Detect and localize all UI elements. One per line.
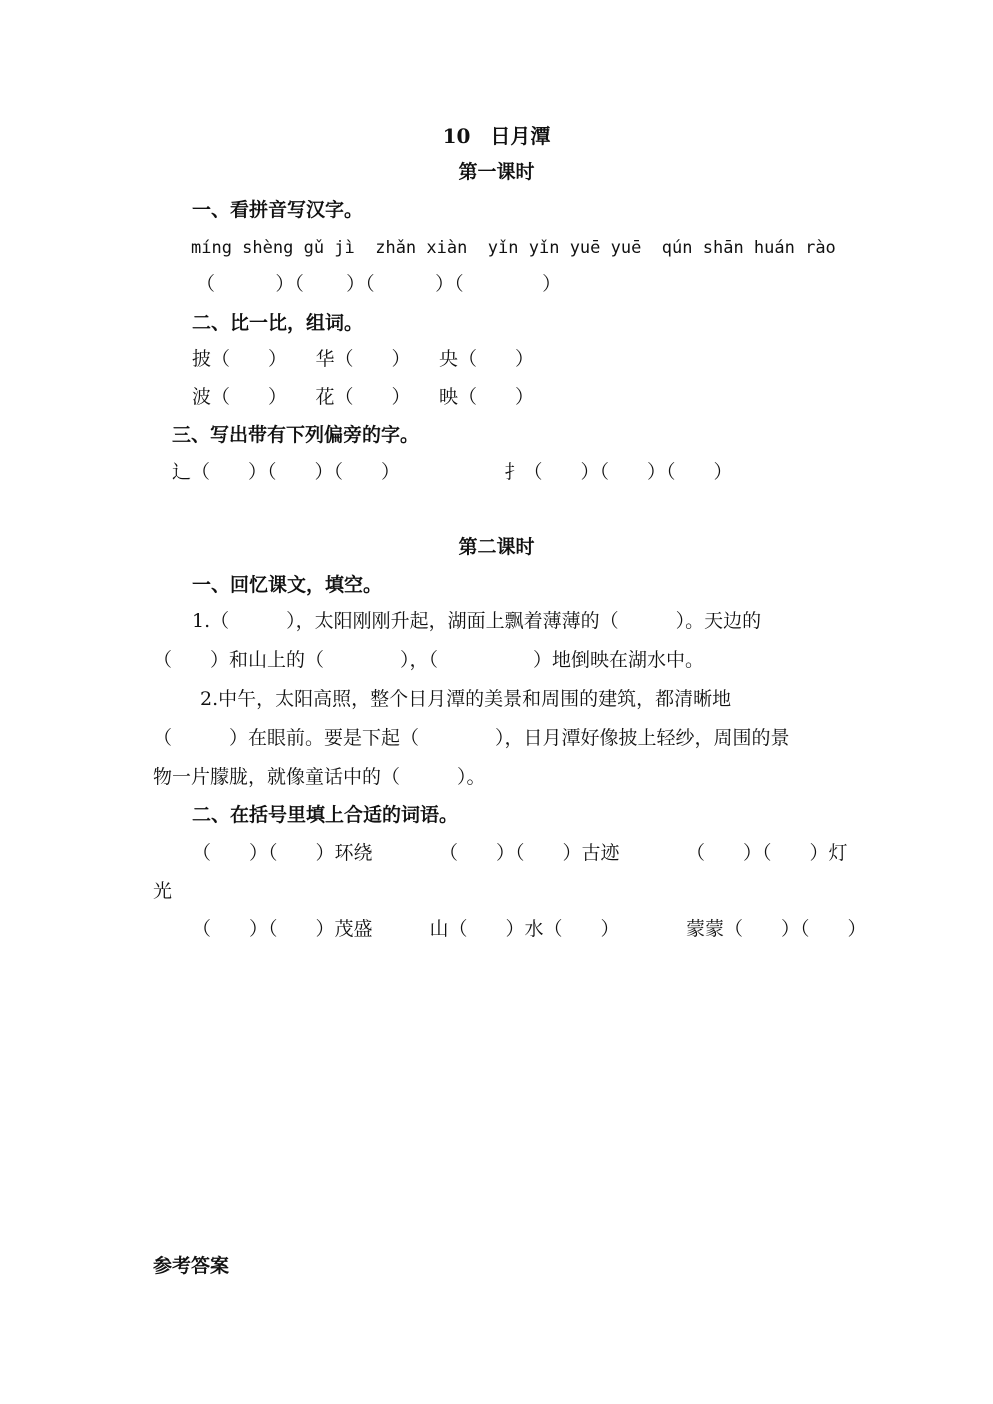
recall-line-3: 2.中午，太阳高照，整个日月潭的美景和周围的建筑，都清晰地 (200, 688, 732, 710)
section-fill-title: 二、在括号里填上合适的词语。 (192, 804, 459, 826)
recall-line-4: （ ）在眼前。要是下起（ ），日月潭好像披上轻纱，周围的景 (153, 727, 790, 749)
radical-row: 辶（ ）（ ）（ ） 扌（ ）（ ）（ ） (172, 461, 733, 483)
pinyin-blanks: （ ）（ ）（ ）（ ） (196, 273, 562, 295)
pinyin-line: míng shèng gǔ jì zhǎn xiàn yǐn yǐn yuē yuē qún shān huán rào (191, 238, 836, 258)
section-compare-title: 二、比一比，组词。 (192, 312, 364, 334)
lesson1-heading: 第一课时 (458, 161, 535, 183)
section-pinyin-title: 一、看拼音写汉字。 (192, 199, 364, 221)
section-radical-title: 三、写出带有下列偏旁的字。 (172, 424, 420, 446)
fill-row-1: （ ）（ ）环绕 （ ）（ ）古迹 （ ）（ ）灯 (192, 842, 848, 864)
recall-line-5: 物一片朦胧，就像童话中的（ ）。 (153, 766, 486, 788)
answer-heading: 参考答案 (153, 1255, 230, 1277)
section-recall-title: 一、回忆课文，填空。 (192, 574, 383, 596)
fill-row-2: （ ）（ ）茂盛 山（ ）水（ ） 蒙蒙（ ）（ ） (192, 918, 867, 940)
compare-row-2: 波（ ） 花（ ） 映（ ） (192, 386, 535, 408)
fill-row-1-wrap: 光 (153, 880, 173, 902)
lesson2-heading: 第二课时 (458, 536, 535, 558)
recall-line-2: （ ）和山上的（ ），（ ）地倒映在湖水中。 (153, 649, 705, 671)
compare-row-1: 披（ ） 华（ ） 央（ ） (192, 348, 535, 370)
recall-line-1: 1.（ ），太阳刚刚升起，湖面上飘着薄薄的（ ）。天边的 (192, 610, 762, 632)
page-title: 10 日月潭 (442, 124, 551, 148)
